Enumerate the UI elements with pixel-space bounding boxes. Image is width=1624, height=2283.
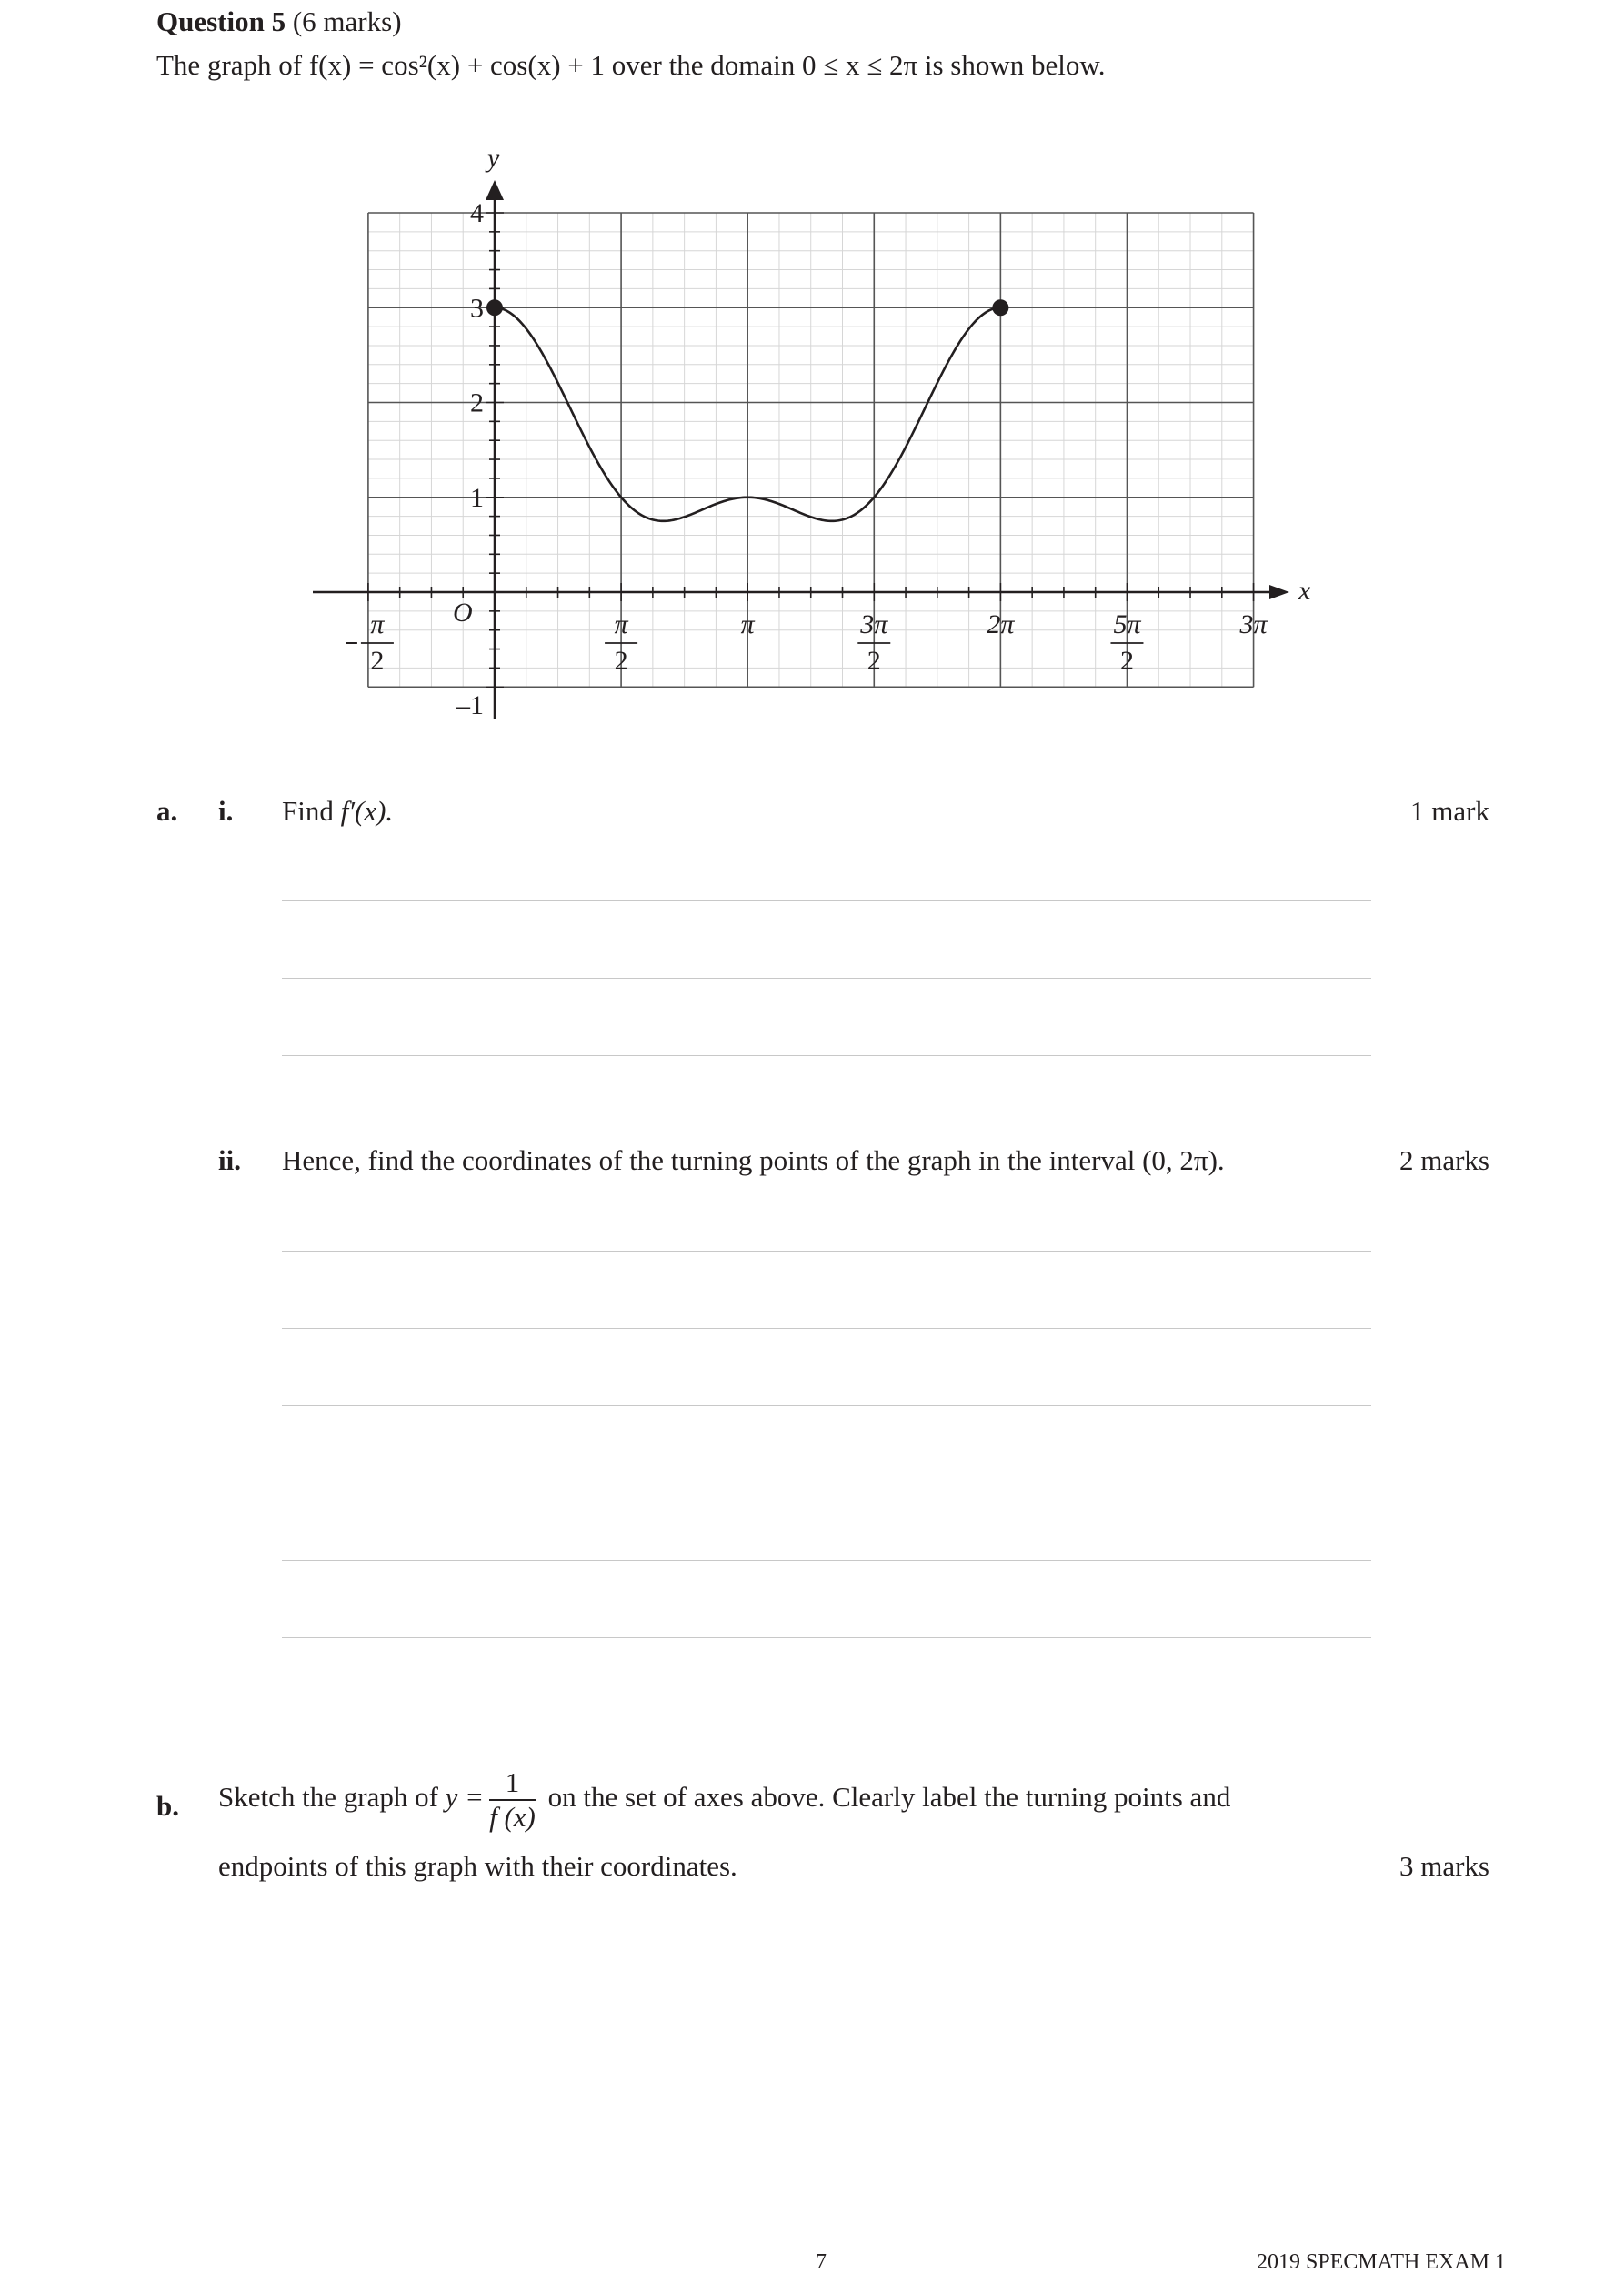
origin-label: O — [453, 598, 473, 628]
answer-line — [282, 978, 1371, 979]
answer-line — [282, 900, 1371, 901]
page-number: 7 — [816, 2250, 827, 2274]
part-b-text-after: on the set of axes above. Clearly label the turning points and — [540, 1781, 1231, 1814]
answer-line — [282, 1328, 1371, 1329]
question-heading — [156, 5, 402, 38]
tick-labels — [346, 143, 1311, 720]
x-tick-label-numerator: 5π — [1113, 609, 1141, 639]
x-tick-label-numerator: π — [614, 609, 628, 639]
answer-line — [282, 1637, 1371, 1638]
x-tick-label: π — [740, 609, 755, 639]
question-label: Question 5 — [156, 5, 286, 37]
x-tick-label-denominator: 2 — [370, 646, 385, 676]
part-a-i-question — [282, 795, 393, 828]
x-axis-label: x — [1298, 576, 1311, 606]
x-tick-label-numerator: π — [370, 609, 385, 639]
function-graph — [300, 136, 1328, 737]
y-axis-arrow — [486, 180, 504, 200]
part-b-fraction — [489, 1766, 536, 1834]
x-tick-label: 3π — [1239, 609, 1268, 639]
y-tick-label: 1 — [470, 482, 484, 513]
part-a-i-text: Find — [282, 795, 341, 827]
answer-line — [282, 1251, 1371, 1252]
x-tick-label-denominator: 2 — [1119, 646, 1134, 676]
part-b-marks: 3 marks — [1398, 1850, 1489, 1882]
axes — [313, 180, 1289, 719]
x-tick-label-denominator: 2 — [614, 646, 628, 676]
endpoint-dot — [486, 299, 503, 316]
answer-line — [282, 1405, 1371, 1406]
part-a-i-label: i. — [218, 795, 234, 827]
y-tick-label: 4 — [470, 198, 484, 228]
y-axis-label: y — [487, 143, 500, 173]
x-tick-label-numerator: 3π — [860, 609, 888, 639]
question-intro: The graph of f(x) = cos²(x) + cos(x) + 1 over the domain 0 ≤ x ≤ 2π is shown below. — [156, 49, 1106, 81]
y-tick-label: 3 — [470, 293, 484, 324]
part-a-label: a. — [156, 795, 178, 827]
part-a-ii-label: ii. — [218, 1144, 241, 1176]
part-a-i-marks: 1 mark — [1410, 795, 1489, 827]
part-a-ii-question: Hence, find the coordinates of the turning points of the graph in the interval (0, 2π). — [282, 1144, 1225, 1176]
part-b-text: Sketch the graph of — [218, 1781, 446, 1814]
part-b-label: b. — [156, 1790, 179, 1822]
exam-code: 2019 SPECMATH EXAM 1 — [1256, 2250, 1506, 2274]
fraction-denominator: f (x) — [489, 1801, 536, 1833]
part-b-y-eq: y = — [445, 1781, 485, 1814]
y-tick-label: –1 — [456, 690, 484, 720]
y-tick-label: 2 — [470, 387, 484, 418]
part-b-question — [218, 1766, 1230, 1834]
answer-line — [282, 1055, 1371, 1056]
part-a-ii-marks: 2 marks — [1398, 1144, 1489, 1176]
x-tick-label-denominator: 2 — [867, 646, 881, 676]
endpoint-dot — [992, 299, 1008, 316]
part-a-i-math: f′(x). — [340, 795, 394, 827]
question-marks: (6 marks) — [292, 5, 402, 37]
x-axis-arrow — [1269, 585, 1289, 599]
part-b-line2: endpoints of this graph with their coordinates. — [218, 1850, 737, 1882]
answer-line — [282, 1560, 1371, 1561]
x-tick-label: 2π — [987, 609, 1015, 639]
fraction-numerator: 1 — [489, 1766, 536, 1801]
